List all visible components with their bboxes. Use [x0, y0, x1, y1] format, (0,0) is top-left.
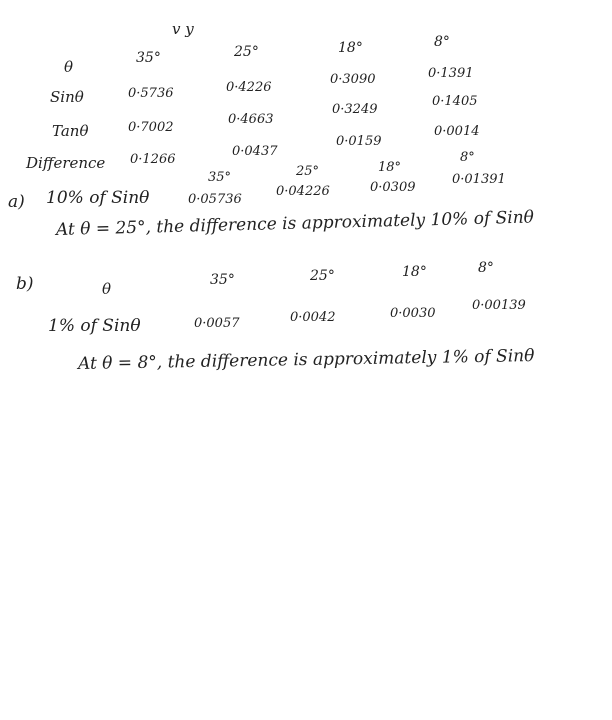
angle-header: 25°: [234, 44, 259, 60]
table-header-theta: θ: [64, 58, 74, 76]
angle-header: 8°: [460, 150, 475, 165]
table-cell: 0·4663: [228, 112, 274, 127]
table-cell: 0·01391: [452, 172, 506, 187]
table-cell: 0·7002: [128, 120, 174, 135]
part-a-label: 10% of Sinθ: [46, 188, 150, 208]
angle-header: 35°: [210, 272, 235, 288]
table-cell: 0·04226: [276, 184, 330, 199]
table-cell: 0·0042: [290, 310, 336, 325]
angle-header: 8°: [434, 34, 450, 50]
table-cell: 0·1266: [130, 152, 176, 167]
part-b-conclusion: At θ = 8°, the difference is approximately 1% of Sinθ: [77, 346, 535, 374]
angle-header: 25°: [310, 268, 335, 284]
part-b-marker: b): [16, 274, 34, 294]
part-b-label: 1% of Sinθ: [48, 316, 141, 336]
part-a-marker: a): [8, 192, 25, 212]
table-cell: 0·00139: [472, 298, 526, 313]
table-cell: 0·0057: [194, 316, 240, 331]
angle-header: 25°: [296, 164, 320, 179]
angle-header: 18°: [378, 160, 402, 175]
table-cell: 0·1405: [432, 94, 478, 109]
angle-header: 18°: [338, 40, 363, 56]
table-cell: 0·3249: [332, 102, 378, 117]
angle-header: 35°: [208, 170, 232, 185]
angle-header: 35°: [136, 50, 161, 66]
part-b-header-theta: θ: [102, 280, 112, 298]
table-cell: 0·0309: [370, 180, 416, 195]
table-cell: 0·0014: [434, 124, 480, 139]
table-cell: 0·05736: [188, 192, 242, 207]
row-label: Sinθ: [50, 88, 84, 106]
table-cell: 0·5736: [128, 86, 174, 101]
table-cell: 0·0437: [232, 144, 278, 159]
table-cell: 0·1391: [428, 66, 474, 81]
table-cell: 0·4226: [226, 80, 272, 95]
table-cell: 0·3090: [330, 72, 376, 87]
table-cell: 0·0159: [336, 134, 382, 149]
part-a-conclusion: At θ = 25°, the difference is approximately 10% of Sinθ: [55, 207, 535, 240]
scribble-note: v y: [172, 20, 194, 38]
table-cell: 0·0030: [390, 306, 436, 321]
row-label: Difference: [26, 154, 106, 172]
row-label: Tanθ: [52, 122, 89, 140]
angle-header: 8°: [478, 260, 494, 276]
angle-header: 18°: [402, 264, 427, 280]
